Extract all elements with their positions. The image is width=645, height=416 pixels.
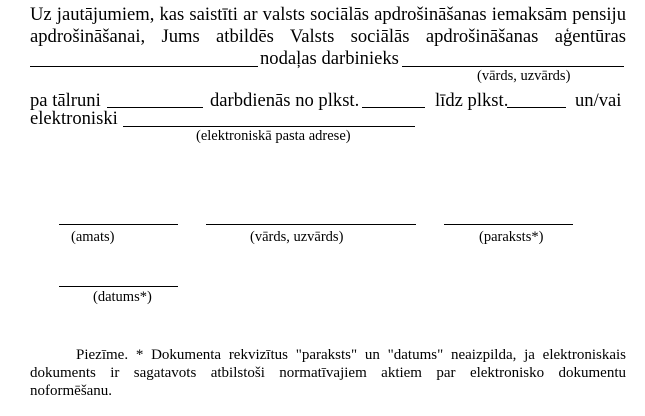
electronically-label: elektroniski [30,108,118,129]
footnote-line-3: noformēšanu. [30,383,113,399]
position-caption: (amats) [71,229,115,245]
phone-label: pa tālruni [30,90,101,111]
signature-caption: (paraksts*) [479,229,544,245]
department-name-blank[interactable] [30,66,258,67]
signatory-name-blank[interactable] [206,224,416,225]
email-blank[interactable] [123,126,415,127]
footnote-line-2: dokuments ir sagatavots atbilstoši normatīvajiem aktiem par elektronisko dokumentu [30,365,626,381]
department-employee-text: nodaļas darbinieks [260,48,399,69]
signature-blank[interactable] [444,224,573,225]
employee-name-blank[interactable] [402,66,624,67]
email-caption: (elektroniskā pasta adrese) [196,128,351,144]
until-label: līdz plkst. [435,90,509,111]
and-or-label: un/vai [575,90,622,111]
footnote-line-1: Piezīme. * Dokumenta rekvizītus "paraksts" un "datums" neaizpilda, ja elektroniskais [76,347,626,363]
footnote [30,346,626,400]
paragraph-line-2: apdrošināšanai, Jums atbildēs Valsts sociālās apdrošināšanas aģentūras [30,26,626,47]
date-caption: (datums*) [93,289,152,305]
employee-name-caption: (vārds, uzvārds) [477,68,571,84]
signatory-name-caption: (vārds, uzvārds) [250,229,344,245]
working-days-from-label: darbdienās no plkst. [210,90,360,111]
date-blank[interactable] [59,286,178,287]
paragraph-line-1: Uz jautājumiem, kas saistīti ar valsts sociālās apdrošināšanas iemaksām pensiju [30,4,626,25]
position-blank[interactable] [59,224,178,225]
